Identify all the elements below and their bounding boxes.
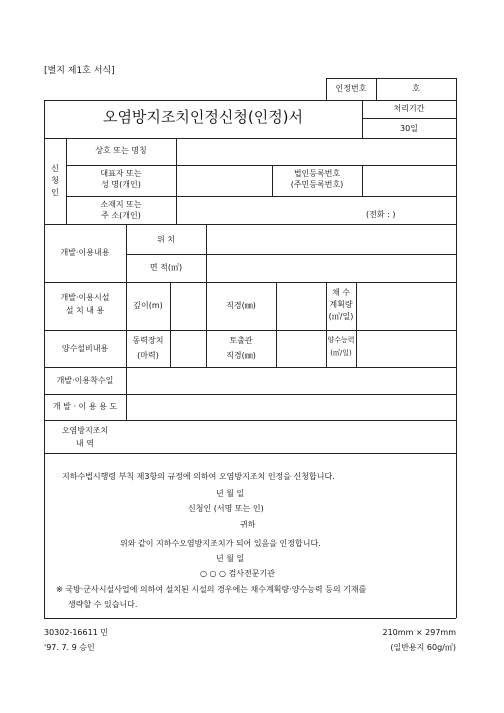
applicant-label-2: 청 <box>51 176 59 185</box>
approval-date: '97. 7. 9 승인 <box>44 643 95 652</box>
certification-statement: 위와 같이 지하수오염방지조치가 되어 있음을 인정합니다. <box>120 539 321 548</box>
representative-label-2: 성 명(개인) <box>101 180 141 189</box>
cert-number-label: 인정번호 <box>335 84 367 93</box>
cert-number-value: 호 <box>412 84 420 93</box>
power-label-1: 동력장치 <box>132 336 164 345</box>
dev-content-label: 개발·이용내용 <box>60 248 110 257</box>
power-label-2: (마력) <box>137 351 159 360</box>
trade-name-field[interactable] <box>177 139 455 164</box>
trade-name-label: 상호 또는 명칭 <box>95 146 147 155</box>
address-field[interactable] <box>177 197 455 223</box>
corp-number-label-1: 법인등록번호 <box>293 169 341 178</box>
measures-field[interactable] <box>127 421 455 452</box>
paper-type: (일반용지 60g/㎡) <box>390 643 456 652</box>
depth-field[interactable] <box>171 283 205 329</box>
capacity-label-2: (㎥/일) <box>330 349 352 357</box>
measures-label-2: 내 역 <box>76 439 94 448</box>
applicant-label-3: 인 <box>51 188 59 197</box>
facility-label-2: 설 치 내 용 <box>65 306 105 315</box>
pump-label: 양수설비내용 <box>61 344 109 353</box>
address-label-1: 소재지 또는 <box>100 200 142 209</box>
phone-label: (전화 : ) <box>366 210 396 219</box>
location-label: 위 치 <box>157 235 175 244</box>
address-label-2: 주 소(개인) <box>101 211 141 220</box>
capacity-field[interactable] <box>357 331 455 366</box>
application-date: 년 월 일 <box>216 489 245 498</box>
usage-label: 개 발 · 이 용 용 도 <box>52 402 118 411</box>
inspection-agency: ○ ○ ○ 검사전문기관 <box>200 569 275 578</box>
certification-date: 년 월 일 <box>216 554 245 563</box>
pipe-label-1: 토출관 <box>229 336 253 345</box>
representative-field[interactable] <box>177 166 271 195</box>
power-field[interactable] <box>171 331 205 366</box>
plan-label-1: 채 수 <box>332 288 350 297</box>
representative-label-1: 대표자 또는 <box>100 169 142 178</box>
capacity-label-1: 양수능력 <box>327 336 355 344</box>
applicant-label-1: 신 <box>51 164 59 173</box>
facility-label-1: 개발·이용시설 <box>60 293 110 302</box>
form-number-label: [별지 제1호 서식] <box>44 66 115 76</box>
form-title: 오염방지조치인정신청(인정)서 <box>102 108 304 126</box>
form-code: 30302-16611 민 <box>44 628 109 637</box>
area-field[interactable] <box>207 255 455 281</box>
start-date-field[interactable] <box>127 368 455 393</box>
corp-number-field[interactable] <box>363 166 455 195</box>
pipe-field[interactable] <box>277 331 325 366</box>
pipe-label-2: 직경(㎜) <box>226 351 256 360</box>
area-label: 면 적(㎡) <box>149 263 183 272</box>
location-field[interactable] <box>207 225 455 253</box>
corp-number-label-2: (주민등록번호) <box>290 180 344 189</box>
plan-label-3: (㎥/일) <box>328 312 354 321</box>
addressee: 귀하 <box>240 520 256 529</box>
plan-label-2: 계획량 <box>329 300 353 309</box>
application-statement: 지하수법시행령 부칙 제3항의 규정에 의하여 오염방지조치 인정을 신청합니다. <box>62 472 335 481</box>
processing-period-label: 처리기간 <box>393 104 425 113</box>
note-line-2: 생략할 수 있습니다. <box>68 600 138 609</box>
depth-label: 깊이(m) <box>133 301 163 310</box>
applicant-signature: 신청인 (서명 또는 인) <box>188 504 264 513</box>
processing-period-value: 30일 <box>400 124 418 133</box>
diameter-field[interactable] <box>277 283 325 329</box>
diameter-label: 직경(㎜) <box>226 301 256 310</box>
plan-field[interactable] <box>357 283 455 329</box>
note-line-1: ※ 국방·군사시설사업에 의하여 설치된 시설의 경우에는 채수계획량·양수능력 등의 기재를 <box>56 585 367 594</box>
paper-size: 210mm × 297mm <box>382 628 456 637</box>
usage-field[interactable] <box>127 395 455 419</box>
measures-label-1: 오염방지조치 <box>61 426 109 435</box>
start-date-label: 개발·이용착수일 <box>56 376 114 385</box>
